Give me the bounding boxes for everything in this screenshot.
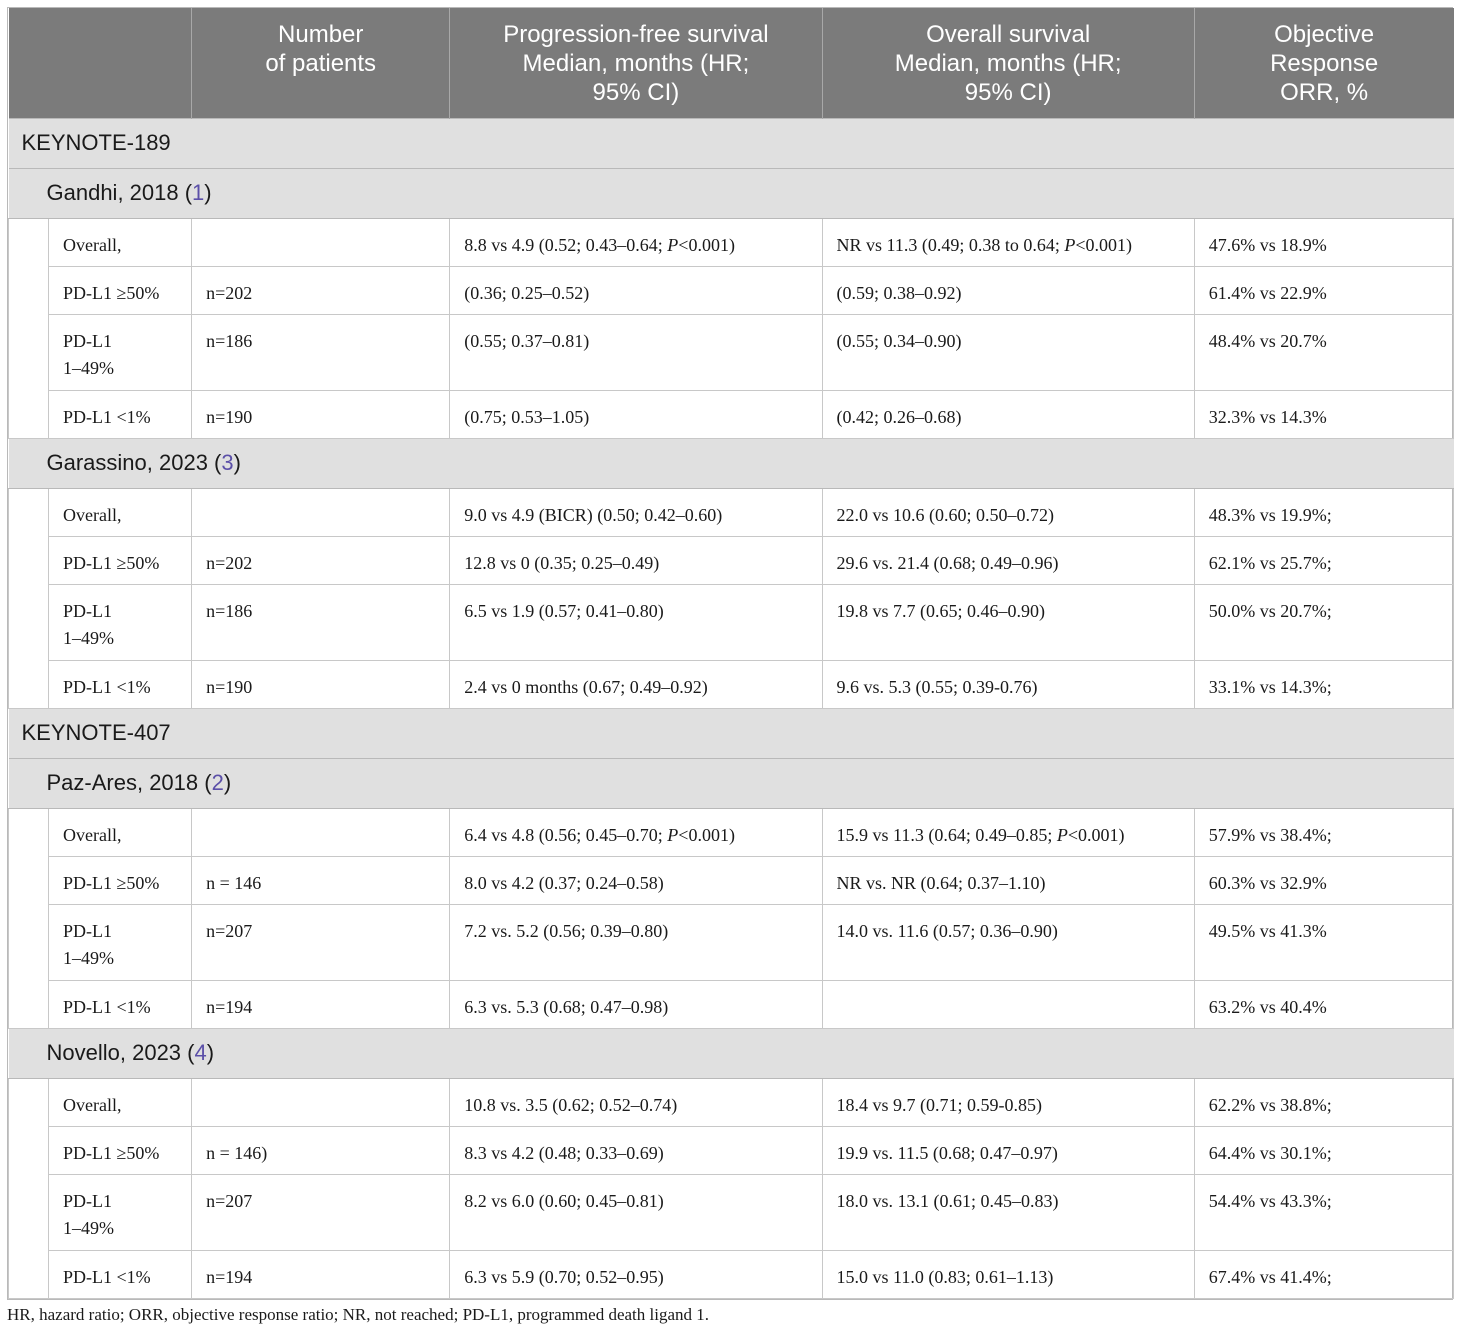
subgroup-label: PD-L1 ≥50%	[49, 1126, 192, 1174]
orr-value: 61.4% vs 22.9%	[1194, 266, 1453, 314]
orr-value: 49.5% vs 41.3%	[1194, 904, 1453, 980]
table-frame	[7, 7, 1453, 1300]
table-row	[9, 218, 1454, 266]
pfs-text: (0.55; 0.37–0.81)	[464, 330, 590, 351]
row-indent	[9, 488, 49, 536]
os-text: 22.0 vs 10.6 (0.60; 0.50–0.72)	[836, 504, 1055, 525]
table-row	[9, 314, 1454, 390]
table-footnote: HR, hazard ratio; ORR, objective response ratio; NR, not reached; PD-L1, programmed death ligand 1.	[7, 1305, 710, 1324]
orr-value: 54.4% vs 43.3%;	[1194, 1174, 1453, 1250]
row-indent	[9, 314, 49, 390]
pfs-value	[450, 1174, 822, 1250]
os-text: 19.8 vs 7.7 (0.65; 0.46–0.90)	[836, 600, 1046, 621]
orr-value: 62.2% vs 38.8%;	[1194, 1078, 1453, 1126]
subgroup-label: PD-L1 1–49%	[49, 904, 192, 980]
table-row	[9, 980, 1454, 1028]
subgroup-label: Overall,	[49, 808, 192, 856]
orr-value: 64.4% vs 30.1%;	[1194, 1126, 1453, 1174]
pfs-value	[450, 1126, 822, 1174]
trial-name: KEYNOTE-189	[9, 118, 1454, 168]
patient-count	[192, 1078, 450, 1126]
row-indent	[9, 1250, 49, 1298]
subgroup-label: PD-L1 ≥50%	[49, 266, 192, 314]
study-reference-link[interactable]: 1	[192, 180, 205, 205]
study-author-year: Paz-Ares, 2018 (	[46, 770, 212, 795]
row-indent	[9, 1174, 49, 1250]
patient-count: n=202	[192, 266, 450, 314]
os-text: 15.0 vs 11.0 (0.83; 0.61–1.13)	[836, 1266, 1054, 1287]
pfs-p-value: <0.001)	[678, 234, 735, 255]
os-text: 18.4 vs 9.7 (0.71; 0.59-0.85)	[836, 1094, 1043, 1115]
os-value	[822, 660, 1194, 708]
study-row	[9, 168, 1454, 218]
row-indent	[9, 536, 49, 584]
header-row	[9, 8, 1454, 118]
study-paren-close: )	[206, 1040, 215, 1065]
table-row	[9, 808, 1454, 856]
patient-count: n=190	[192, 390, 450, 438]
study-name	[9, 438, 1454, 488]
orr-value: 60.3% vs 32.9%	[1194, 856, 1453, 904]
pfs-text: 10.8 vs. 3.5 (0.62; 0.52–0.74)	[464, 1094, 678, 1115]
row-indent	[9, 390, 49, 438]
pfs-text: 8.0 vs 4.2 (0.37; 0.24–0.58)	[464, 872, 664, 893]
orr-value: 63.2% vs 40.4%	[1194, 980, 1453, 1028]
study-name	[9, 1028, 1454, 1078]
subgroup-label: Overall,	[49, 1078, 192, 1126]
row-indent	[9, 266, 49, 314]
table-row	[9, 390, 1454, 438]
os-value	[822, 1126, 1194, 1174]
header-orr: Objective Response ORR, %	[1194, 8, 1453, 118]
row-indent	[9, 980, 49, 1028]
os-text: 18.0 vs. 13.1 (0.61; 0.45–0.83)	[836, 1190, 1059, 1211]
patient-count: n=186	[192, 584, 450, 660]
row-indent	[9, 584, 49, 660]
pfs-p-symbol: P	[667, 824, 679, 845]
pfs-text: 12.8 vs 0 (0.35; 0.25–0.49)	[464, 552, 660, 573]
trial-row	[9, 708, 1454, 758]
pfs-value	[450, 1078, 822, 1126]
trial-name: KEYNOTE-407	[9, 708, 1454, 758]
study-author-year: Novello, 2023 (	[46, 1040, 195, 1065]
study-paren-close: )	[204, 180, 212, 205]
table-row	[9, 856, 1454, 904]
study-author-year: Garassino, 2023 (	[46, 450, 222, 475]
trial-row	[9, 118, 1454, 168]
subgroup-label: Overall,	[49, 218, 192, 266]
pfs-value	[450, 904, 822, 980]
study-row	[9, 758, 1454, 808]
subgroup-label: PD-L1 <1%	[49, 1250, 192, 1298]
study-reference-link[interactable]: 3	[221, 450, 234, 475]
table-row	[9, 1174, 1454, 1250]
table-row	[9, 1078, 1454, 1126]
header-number-of-patients: Number of patients	[192, 8, 450, 118]
row-indent	[9, 218, 49, 266]
orr-value: 57.9% vs 38.4%;	[1194, 808, 1453, 856]
os-value	[822, 1174, 1194, 1250]
patient-count	[192, 218, 450, 266]
row-indent	[9, 904, 49, 980]
row-indent	[9, 660, 49, 708]
table-row	[9, 584, 1454, 660]
orr-value: 48.4% vs 20.7%	[1194, 314, 1453, 390]
orr-value: 62.1% vs 25.7%;	[1194, 536, 1453, 584]
os-value	[822, 266, 1194, 314]
os-value	[822, 314, 1194, 390]
pfs-value	[450, 980, 822, 1028]
os-text: 14.0 vs. 11.6 (0.57; 0.36–0.90)	[836, 920, 1058, 941]
results-table-container	[7, 7, 1453, 1300]
pfs-value	[450, 808, 822, 856]
orr-value: 32.3% vs 14.3%	[1194, 390, 1453, 438]
table-row	[9, 536, 1454, 584]
pfs-value	[450, 390, 822, 438]
pfs-text: 7.2 vs. 5.2 (0.56; 0.39–0.80)	[464, 920, 669, 941]
os-value	[822, 1250, 1194, 1298]
subgroup-label: Overall,	[49, 488, 192, 536]
row-indent	[9, 856, 49, 904]
patient-count: n = 146	[192, 856, 450, 904]
orr-value: 33.1% vs 14.3%;	[1194, 660, 1453, 708]
pfs-value	[450, 218, 822, 266]
os-text: 9.6 vs. 5.3 (0.55; 0.39-0.76)	[836, 676, 1038, 697]
os-p-value: <0.001)	[1075, 234, 1133, 255]
study-row	[9, 438, 1454, 488]
os-value	[822, 218, 1194, 266]
subgroup-label: PD-L1 1–49%	[49, 314, 192, 390]
os-text: 19.9 vs. 11.5 (0.68; 0.47–0.97)	[836, 1142, 1058, 1163]
table-row	[9, 488, 1454, 536]
os-value	[822, 584, 1194, 660]
subgroup-label: PD-L1 1–49%	[49, 1174, 192, 1250]
orr-value: 48.3% vs 19.9%;	[1194, 488, 1453, 536]
orr-value: 50.0% vs 20.7%;	[1194, 584, 1453, 660]
patient-count: n=194	[192, 980, 450, 1028]
study-paren-close: )	[233, 450, 241, 475]
study-row	[9, 1028, 1454, 1078]
pfs-text: 9.0 vs 4.9 (BICR) (0.50; 0.42–0.60)	[464, 504, 723, 525]
header-pfs: Progression-free survival Median, months (HR; 95% CI)	[450, 8, 822, 118]
pfs-p-value: <0.001)	[678, 824, 735, 845]
row-indent	[9, 1078, 49, 1126]
os-p-symbol: P	[1056, 824, 1068, 845]
os-text: 29.6 vs. 21.4 (0.68; 0.49–0.96)	[836, 552, 1059, 573]
pfs-value	[450, 266, 822, 314]
pfs-text: 2.4 vs 0 months (0.67; 0.49–0.92)	[464, 676, 708, 697]
os-value	[822, 1078, 1194, 1126]
patient-count: n=194	[192, 1250, 450, 1298]
table-row	[9, 1126, 1454, 1174]
pfs-value	[450, 488, 822, 536]
patient-count	[192, 488, 450, 536]
patient-count	[192, 808, 450, 856]
subgroup-label: PD-L1 <1%	[49, 660, 192, 708]
patient-count: n=207	[192, 1174, 450, 1250]
header-blank	[9, 8, 192, 118]
pfs-value	[450, 584, 822, 660]
os-value	[822, 536, 1194, 584]
pfs-value	[450, 660, 822, 708]
pfs-text: 8.2 vs 6.0 (0.60; 0.45–0.81)	[464, 1190, 664, 1211]
pfs-text: 6.4 vs 4.8 (0.56; 0.45–0.70;	[464, 824, 668, 845]
patient-count: n=202	[192, 536, 450, 584]
os-value	[822, 856, 1194, 904]
subgroup-label: PD-L1 <1%	[49, 980, 192, 1028]
os-value	[822, 904, 1194, 980]
os-text: (0.42; 0.26–0.68)	[836, 406, 962, 427]
table-body	[9, 118, 1454, 1298]
pfs-value	[450, 536, 822, 584]
pfs-p-symbol: P	[667, 234, 679, 255]
pfs-text: 6.3 vs 5.9 (0.70; 0.52–0.95)	[464, 1266, 664, 1287]
pfs-text: (0.36; 0.25–0.52)	[464, 282, 590, 303]
results-table	[8, 8, 1454, 1299]
pfs-text: (0.75; 0.53–1.05)	[464, 406, 590, 427]
patient-count: n = 146)	[192, 1126, 450, 1174]
pfs-value	[450, 314, 822, 390]
table-row	[9, 266, 1454, 314]
orr-value: 67.4% vs 41.4%;	[1194, 1250, 1453, 1298]
study-name	[9, 168, 1454, 218]
subgroup-label: PD-L1 ≥50%	[49, 856, 192, 904]
row-indent	[9, 808, 49, 856]
pfs-text: 6.3 vs. 5.3 (0.68; 0.47–0.98)	[464, 996, 669, 1017]
os-text: NR vs. NR (0.64; 0.37–1.10)	[836, 872, 1046, 893]
os-value	[822, 390, 1194, 438]
study-reference-link[interactable]: 4	[194, 1040, 207, 1065]
patient-count: n=186	[192, 314, 450, 390]
table-row	[9, 1250, 1454, 1298]
os-text: (0.55; 0.34–0.90)	[836, 330, 962, 351]
pfs-value	[450, 1250, 822, 1298]
os-value	[822, 808, 1194, 856]
os-text: (0.59; 0.38–0.92)	[836, 282, 962, 303]
pfs-value	[450, 856, 822, 904]
os-value	[822, 980, 1194, 1028]
table-row	[9, 904, 1454, 980]
study-reference-link[interactable]: 2	[211, 770, 224, 795]
study-paren-close: )	[223, 770, 232, 795]
os-value	[822, 488, 1194, 536]
os-text: 15.9 vs 11.3 (0.64; 0.49–0.85;	[836, 824, 1057, 845]
pfs-text: 6.5 vs 1.9 (0.57; 0.41–0.80)	[464, 600, 664, 621]
table-row	[9, 660, 1454, 708]
pfs-text: 8.8 vs 4.9 (0.52; 0.43–0.64;	[464, 234, 668, 255]
header-os: Overall survival Median, months (HR; 95% CI)	[822, 8, 1194, 118]
study-author-year: Gandhi, 2018 (	[46, 180, 193, 205]
os-text: NR vs 11.3 (0.49; 0.38 to 0.64;	[836, 234, 1065, 255]
row-indent	[9, 1126, 49, 1174]
pfs-text: 8.3 vs 4.2 (0.48; 0.33–0.69)	[464, 1142, 664, 1163]
study-name	[9, 758, 1454, 808]
orr-value: 47.6% vs 18.9%	[1194, 218, 1453, 266]
subgroup-label: PD-L1 ≥50%	[49, 536, 192, 584]
os-p-value: <0.001)	[1067, 824, 1125, 845]
os-p-symbol: P	[1064, 234, 1076, 255]
patient-count: n=190	[192, 660, 450, 708]
patient-count: n=207	[192, 904, 450, 980]
subgroup-label: PD-L1 <1%	[49, 390, 192, 438]
subgroup-label: PD-L1 1–49%	[49, 584, 192, 660]
